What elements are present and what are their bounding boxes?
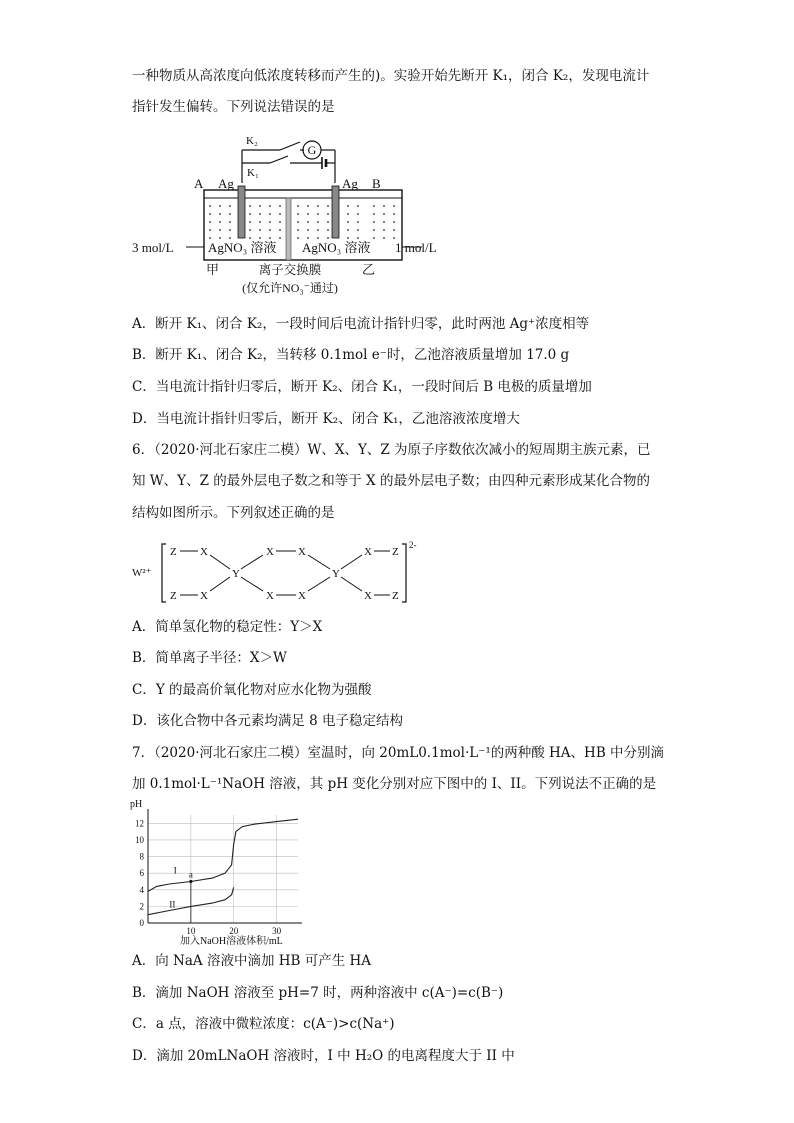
k1-label: K₁ bbox=[247, 167, 259, 179]
conc-right: 1 mol/L bbox=[395, 240, 437, 255]
left-silver-electrode bbox=[238, 186, 245, 238]
y-tick-label: 12 bbox=[135, 818, 144, 829]
label-a: A bbox=[194, 176, 204, 191]
series-label: II bbox=[169, 899, 176, 910]
galvanometer-label: G bbox=[307, 143, 317, 157]
label-ag-left: Ag bbox=[218, 176, 234, 191]
atom-z-2: Z bbox=[170, 590, 177, 602]
y-tick-label: 0 bbox=[139, 918, 144, 928]
q5-intro-line-1: 一种物质从高浓度向低浓度转移而产生的)。实验开始先断开 K₁，闭合 K₂，发现电流计 bbox=[132, 68, 650, 84]
label-ag-right: Ag bbox=[342, 176, 358, 191]
q7-stem-line-2: 加 0.1mol·L⁻¹NaOH 溶液，其 pH 变化分别对应下图中的 I、II。下列说法不正确的是 bbox=[132, 776, 657, 792]
atom-x-2: X bbox=[200, 590, 208, 602]
atom-x-6: X bbox=[298, 590, 306, 602]
solution-right: AgNO₃ 溶液 bbox=[302, 240, 371, 255]
atom-x-3: X bbox=[266, 546, 274, 558]
y-tick-label: 4 bbox=[139, 884, 144, 895]
atom-x-5: X bbox=[266, 590, 274, 602]
series-line-1 bbox=[148, 819, 298, 891]
y-tick-label: 10 bbox=[135, 834, 144, 845]
q7-option-d: D．滴加 20mLNaOH 溶液时，I 中 H₂O 的电离程度大于 II 中 bbox=[132, 1048, 515, 1064]
label-jia: 甲 bbox=[206, 262, 220, 277]
k2-switch bbox=[280, 142, 300, 150]
q5-option-d: D．当电流计指针归零后，断开 K₂、闭合 K₁，乙池溶液浓度增大 bbox=[132, 411, 520, 427]
atom-z-1: Z bbox=[170, 546, 177, 558]
w-ion: W²⁺ bbox=[132, 567, 152, 579]
label-b: B bbox=[372, 176, 381, 191]
q7-stem-line-1: 7．（2020·河北石家庄二模）室温时，向 20mL0.1mol·L⁻¹的两种酸 HA、HB 中分别滴 bbox=[132, 745, 665, 761]
ion-exchange-membrane bbox=[286, 198, 291, 260]
x-tick-label: 30 bbox=[272, 926, 282, 936]
q6-stem-line-2: 知 W、Y、Z 的最外层电子数之和等于 X 的最外层电子数；由四种元素形成某化合物的 bbox=[132, 473, 650, 489]
conc-left: 3 mol/L bbox=[132, 240, 174, 255]
atom-x-8: X bbox=[364, 590, 372, 602]
q6-option-d: D．该化合物中各元素均满足 8 电子稳定结构 bbox=[132, 713, 403, 729]
atom-z-4: Z bbox=[392, 590, 399, 602]
q6-option-c: C．Y 的最高价氧化物对应水化物为强酸 bbox=[132, 682, 372, 698]
anion-charge: 2- bbox=[409, 540, 417, 550]
q7-option-c: C．a 点，溶液中微粒浓度：c(A⁻)>c(Na⁺) bbox=[132, 1016, 395, 1032]
q6-option-a: A．简单氢化物的稳定性：Y＞X bbox=[132, 619, 323, 635]
q6-stem-line-1: 6．（2020·河北石家庄二模）W、X、Y、Z 为原子序数依次减小的短周期主族元素，已 bbox=[132, 442, 651, 458]
membrane-note: (仅允许NO₃⁻通过) bbox=[242, 281, 338, 295]
q5-option-b: B．断开 K₁、闭合 K₂，当转移 0.1mol e⁻时，乙池溶液质量增加 17.0 g bbox=[132, 347, 570, 363]
label-yi: 乙 bbox=[362, 262, 376, 277]
y-tick-label: 8 bbox=[139, 851, 144, 862]
x-tick-label: 10 bbox=[186, 926, 196, 936]
q6-option-b: B．简单离子半径：X＞W bbox=[132, 650, 287, 666]
atom-x-4: X bbox=[298, 546, 306, 558]
membrane-label: 离子交换膜 bbox=[258, 263, 322, 277]
atom-x-7: X bbox=[364, 546, 372, 558]
q7-option-b: B．滴加 NaOH 溶液至 pH=7 时，两种溶液中 c(A⁻)=c(B⁻) bbox=[132, 985, 504, 1001]
y-tick-label: 6 bbox=[139, 868, 144, 879]
y-axis-label: pH bbox=[130, 799, 143, 810]
solution-left: AgNO₃ 溶液 bbox=[208, 240, 277, 255]
compound-structure-figure bbox=[130, 538, 430, 608]
ph-titration-chart bbox=[126, 798, 316, 948]
atom-z-3: Z bbox=[392, 546, 399, 558]
concentration-cell-figure bbox=[130, 128, 460, 300]
atom-y-1: Y bbox=[232, 568, 240, 580]
atom-x-1: X bbox=[200, 546, 208, 558]
point-a-label: a bbox=[188, 869, 193, 880]
right-silver-electrode bbox=[332, 186, 339, 238]
x-axis-label: 加入NaOH溶液体积/mL bbox=[180, 936, 283, 947]
k2-label: K₂ bbox=[246, 135, 258, 147]
k1-switch bbox=[270, 156, 288, 163]
x-tick-label: 20 bbox=[229, 926, 239, 936]
q5-intro-line-2: 指针发生偏转。下列说法错误的是 bbox=[132, 99, 335, 115]
y-tick-label: 2 bbox=[139, 901, 144, 912]
q5-option-c: C．当电流计指针归零后，断开 K₂、闭合 K₁，一段时间后 B 电极的质量增加 bbox=[132, 379, 592, 395]
series-label: I bbox=[173, 865, 177, 876]
atom-y-2: Y bbox=[332, 568, 340, 580]
q5-option-a: A．断开 K₁、闭合 K₂，一段时间后电流计指针归零，此时两池 Ag⁺浓度相等 bbox=[132, 316, 590, 332]
q7-option-a: A．向 NaA 溶液中滴加 HB 可产生 HA bbox=[132, 953, 372, 969]
q6-stem-line-3: 结构如图所示。下列叙述正确的是 bbox=[132, 505, 335, 521]
